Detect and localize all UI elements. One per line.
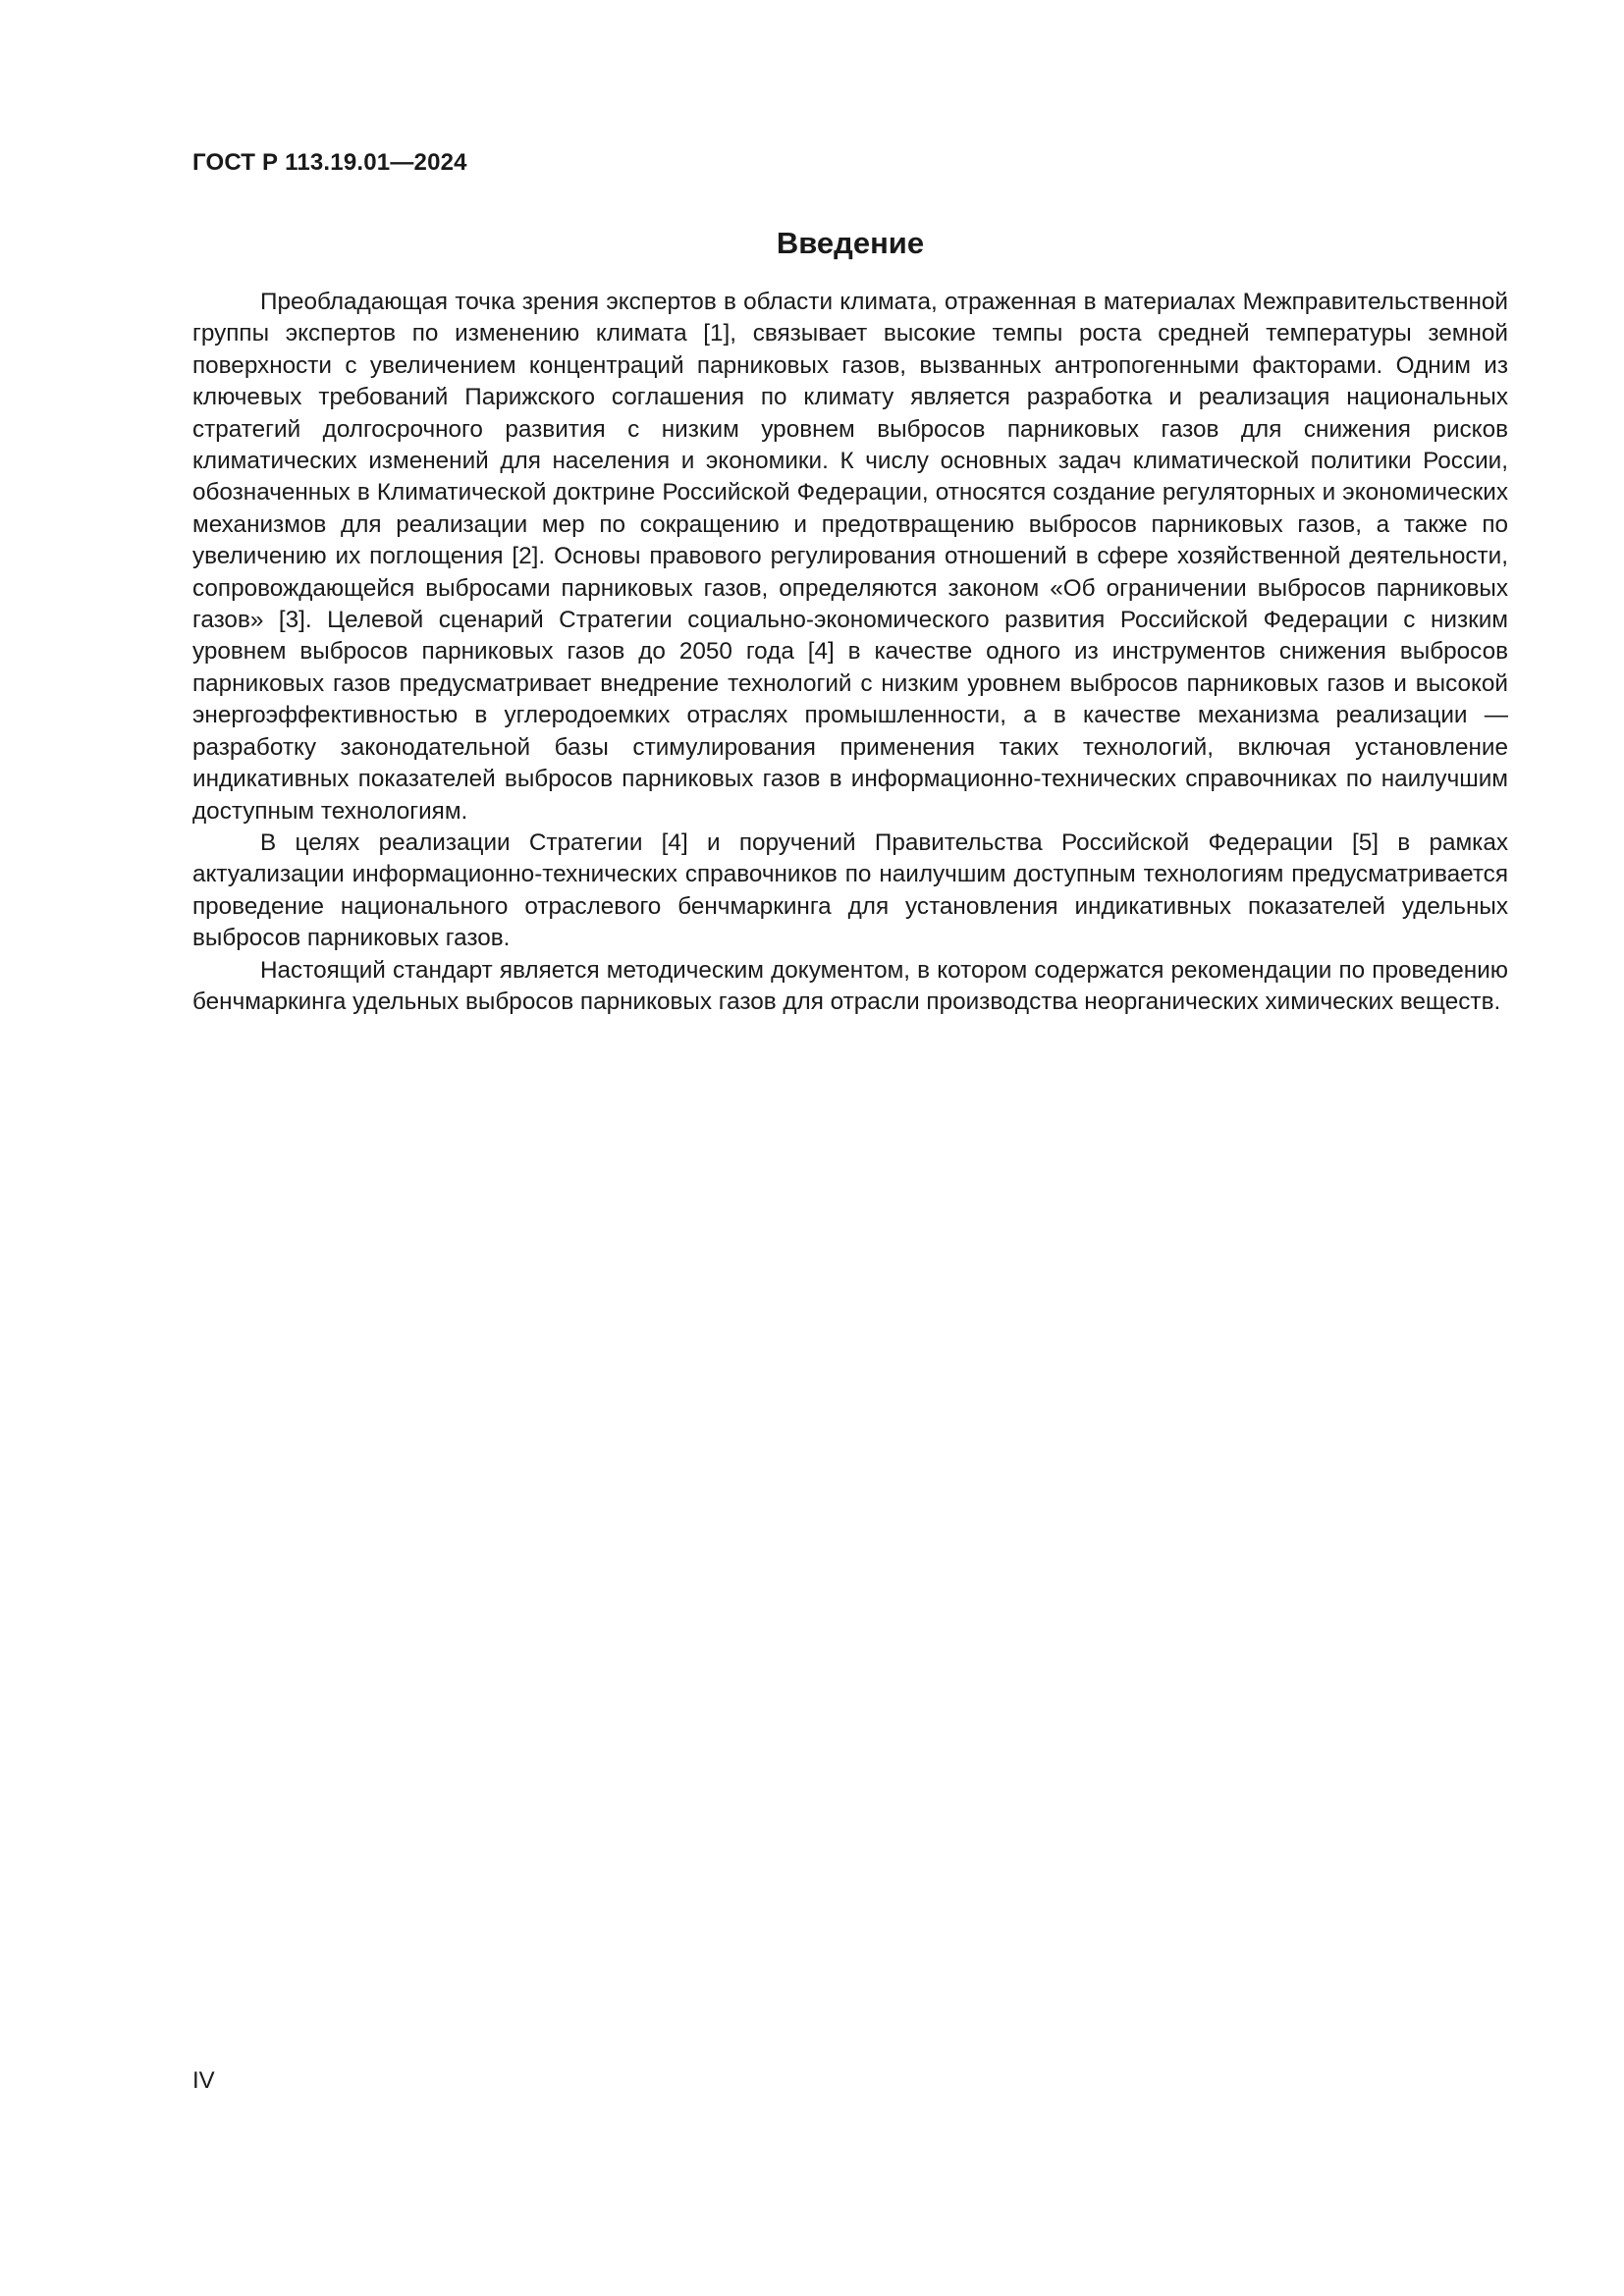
page-number: IV bbox=[192, 2067, 215, 2094]
paragraph-3: Настоящий стандарт является методическим документом, в котором содержатся рекомендации по проведению бенчмаркинга удельных выбросов парниковых газов для отрасли производства неорганических химических веществ. bbox=[192, 956, 1508, 1015]
paragraph-1: Преобладающая точка зрения экспертов в области климата, отраженная в материалах Межправительственной группы экспертов по изменению климата [1], связывает высокие темпы роста средней температуры земной поверхности с увеличением концентраций парниковых газов, вызванных антропогенными факторами. Одним из ключевых требований Парижского соглашения по климату является разработка и реализация национальных стратегий долгосрочного развития с низким уровнем выбросов парниковых газов для снижения рисков климатических изменений для населения и экономики. К числу основных задач климатической политики России, обозначенных в Климатической доктрине Российской Федерации, относятся создание регуляторных и экономических механизмов для реализации мер по сокращению и предотвращению выбросов парниковых газов, а также по увеличению их поглощения [2]. Основы правового регулирования отношений в сфере хозяйственной деятельности, сопровождающейся выбросами парниковых газов, определяются законом «Об ограничении выбросов парниковых газов» [3]. Целевой сценарий Стратегии социально-экономического развития Российской Федерации с низким уровнем выбросов парниковых газов до 2050 года [4] в качестве одного из инструментов снижения выбросов парниковых газов предусматривает внедрение технологий с низким уровнем выбросов парниковых газов и высокой энергоэффективностью в углеродоемких отраслях промышленности, а в качестве механизма реализации — разработку законодательной базы стимулирования применения таких технологий, включая установление индикативных показателей выбросов парниковых газов в информационно-технических справочниках по наилучшим доступным технологиям. bbox=[192, 289, 1508, 825]
section-title: Введение bbox=[776, 226, 925, 260]
body-text bbox=[192, 287, 1508, 1018]
document-code-header: ГОСТ Р 113.19.01—2024 bbox=[192, 149, 467, 176]
paragraph-2: В целях реализации Стратегии [4] и поручений Правительства Российской Федерации [5] в рамках актуализации информационно-технических справочников по наилучшим доступным технологиям предусматривается проведение национального отраслевого бенчмаркинга для установления индикативных показателей удельных выбросов парниковых газов. bbox=[192, 828, 1508, 952]
